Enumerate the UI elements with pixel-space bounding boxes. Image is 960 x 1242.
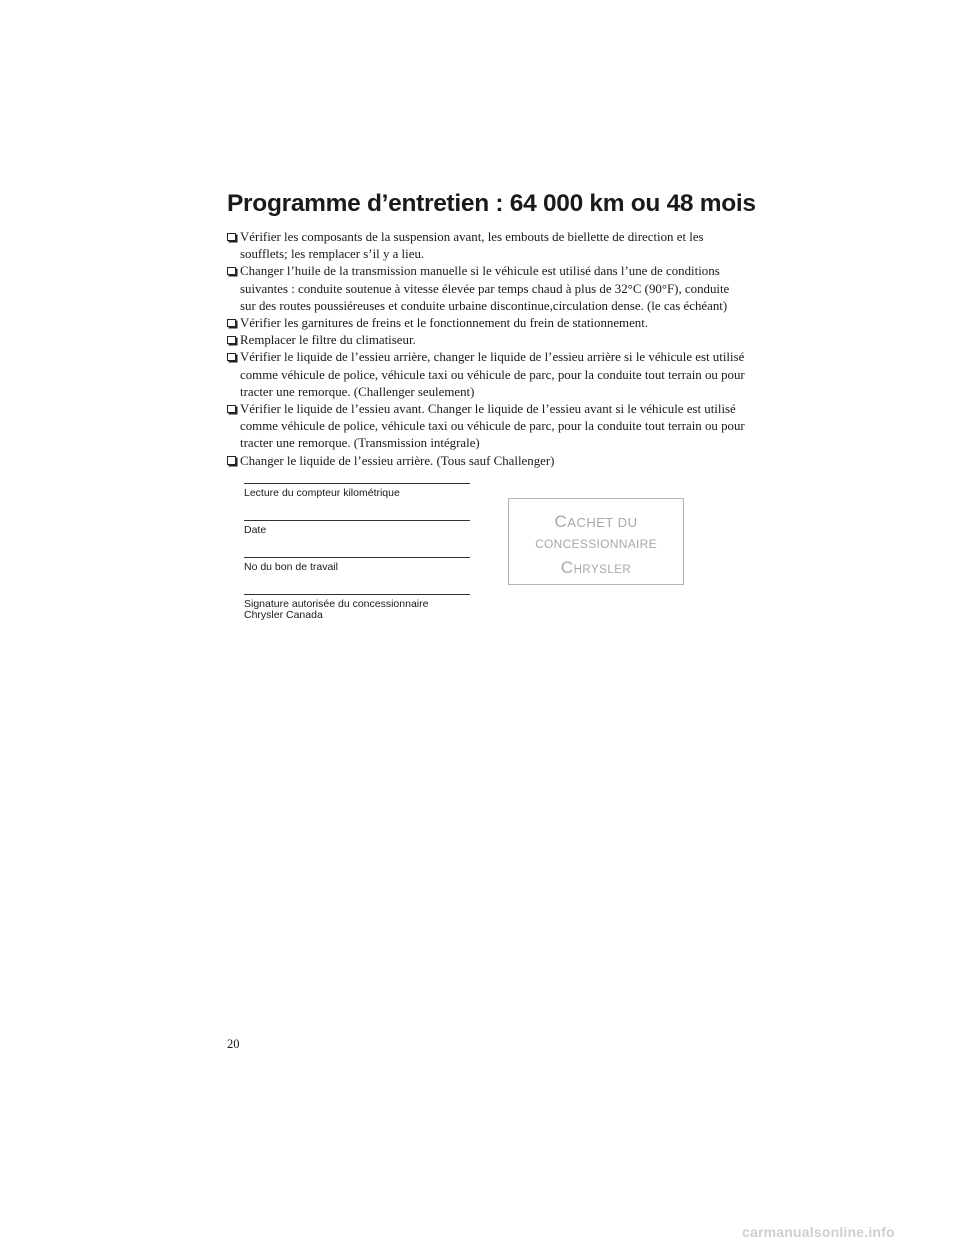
checklist-item (227, 315, 747, 332)
checkbox-icon[interactable] (227, 267, 236, 276)
checklist-item-text: Remplacer le filtre du climatiseur. (240, 333, 416, 348)
odometer-field[interactable] (244, 483, 470, 499)
checklist-item (227, 332, 747, 349)
checklist-item (227, 263, 747, 315)
stamp-line-3: CHRYSLER (560, 558, 632, 577)
page-title: Programme d’entretien : 64 000 km ou 48 mois (227, 190, 756, 217)
checklist-item (227, 229, 747, 263)
checkbox-icon[interactable] (227, 405, 236, 414)
stamp-line-2: CONCESSIONNAIRE (535, 537, 657, 551)
page-number: 20 (227, 1037, 240, 1051)
maintenance-checklist (227, 229, 747, 470)
work-order-field[interactable] (244, 557, 470, 573)
site-watermark: carmanualsonline.info (742, 1224, 895, 1240)
checkbox-icon[interactable] (227, 336, 236, 345)
checklist-item (227, 401, 747, 453)
date-label: Date (244, 524, 267, 536)
checklist-item-text: Changer l’huile de la transmission manuelle si le véhicule est utilisé dans l’une de conditions suivantes : conduite soutenue à vitesse élevée par temps chaud à plus de 32°C (90°F), conduite sur des routes poussiéreuses et conduite urbaine discontinue,circulation dense. (le cas échéant) (240, 264, 730, 313)
checkbox-icon[interactable] (227, 233, 236, 242)
checklist-item (227, 349, 747, 401)
checklist-item-text: Changer le liquide de l’essieu arrière. (Tous sauf Challenger) (240, 453, 555, 468)
odometer-label: Lecture du compteur kilométrique (244, 487, 400, 499)
date-field[interactable] (244, 520, 470, 536)
checkbox-icon[interactable] (227, 319, 236, 328)
dealer-stamp-box (508, 498, 684, 585)
checkbox-icon[interactable] (227, 353, 236, 362)
stamp-line-1: CACHET DU (554, 512, 638, 531)
checklist-item-text: Vérifier le liquide de l’essieu avant. Changer le liquide de l’essieu avant si le véhicule est utilisé comme véhicule de police, véhicule taxi ou véhicule de parc, pour la conduite tout terrain ou pour tracter une remorque. (Transmission intégrale) (240, 402, 745, 451)
signature-label-line1: Signature autorisée du concessionnaire (244, 598, 429, 610)
signature-label-line2: Chrysler Canada (244, 609, 323, 621)
checkbox-icon[interactable] (227, 456, 236, 465)
checklist-item-text: Vérifier les composants de la suspension avant, les embouts de biellette de direction et les soufflets; les remplacer s’il y a lieu. (240, 230, 704, 262)
signature-field[interactable] (244, 594, 470, 621)
checklist-item-text: Vérifier le liquide de l’essieu arrière, changer le liquide de l’essieu arrière si le véhicule est utilisé comme véhicule de police, véhicule taxi ou véhicule de parc, pour la conduite tout terrain ou pour tracter une remorque. (Challenger seulement) (240, 350, 745, 399)
checklist-item (227, 453, 747, 470)
work-order-label: No du bon de travail (244, 561, 338, 573)
checklist-item-text: Vérifier les garnitures de freins et le fonctionnement du frein de stationnement. (240, 316, 649, 331)
